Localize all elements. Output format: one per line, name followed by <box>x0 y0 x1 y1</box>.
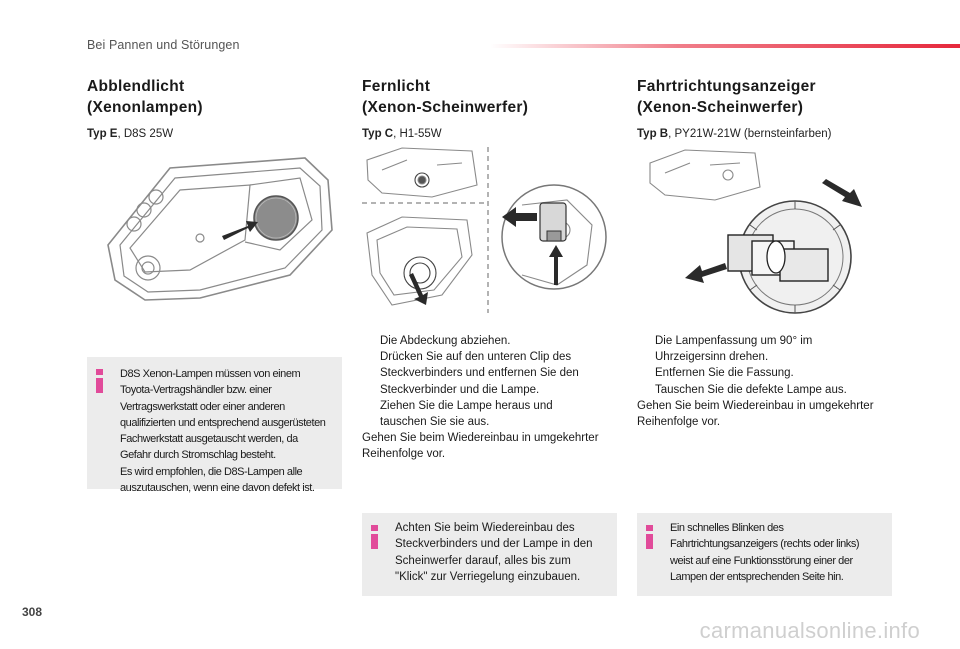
step-item <box>362 398 622 430</box>
reinstall-note <box>637 398 897 430</box>
turn-signal-title-line2: (Xenon-Scheinwerfer) <box>637 99 804 116</box>
low-beam-info-text <box>120 366 334 496</box>
low-beam-info-line: Gefahr durch Stromschlag besteht. <box>120 449 276 462</box>
step-line: Steckverbinder und die Lampe. <box>380 383 540 396</box>
turn-signal-type-label: Typ B <box>637 128 669 140</box>
turn-signal-type <box>637 128 892 140</box>
step-line: Drücken Sie auf den unteren Clip des <box>380 351 572 364</box>
step-item <box>362 349 622 398</box>
low-beam-type-spec: , D8S 25W <box>117 128 174 140</box>
high-beam-type-label: Typ C <box>362 128 394 140</box>
turn-signal-info-line: weist auf eine Funktionsstörung einer der <box>670 554 853 567</box>
high-beam-type-spec: , H1-55W <box>393 128 442 140</box>
step-line: Uhrzeigersinn drehen. <box>655 351 769 364</box>
turn-signal-illustration <box>640 145 880 315</box>
turn-signal-info-line: Ein schnelles Blinken des <box>670 522 784 534</box>
low-beam-info-line: auszutauschen, wenn eine davon defekt ist. <box>120 482 315 495</box>
low-beam-type <box>87 128 342 140</box>
low-beam-title-line1: Abblendlicht <box>87 78 185 95</box>
note-line: Reihenfolge vor. <box>362 448 446 461</box>
watermark: carmanualsonline.info <box>699 618 920 643</box>
column-low-beam <box>87 76 342 140</box>
turn-signal-title-line1: Fahrtrichtungsanzeiger <box>637 78 816 95</box>
step-line: tauschen Sie sie aus. <box>380 416 490 429</box>
high-beam-steps <box>362 333 622 463</box>
high-beam-illustration <box>362 145 617 315</box>
page-number: 308 <box>22 605 43 619</box>
high-beam-info-line: Steckverbinders und der Lampe in den <box>395 538 593 551</box>
low-beam-info-line: Toyota-Vertragshändler bzw. einer <box>120 384 272 397</box>
turn-signal-info-line: Fahrtrichtungsanzeigers (rechts oder links) <box>670 538 860 551</box>
step-item <box>637 333 897 365</box>
high-beam-info-line: Achten Sie beim Wiedereinbau des <box>395 522 575 534</box>
header-accent-bar <box>490 44 960 48</box>
info-icon <box>96 369 104 393</box>
high-beam-info-box <box>362 513 617 596</box>
step-line: Die Lampenfassung um 90° im <box>655 335 813 347</box>
high-beam-info-text <box>395 520 609 586</box>
step-item <box>637 382 897 398</box>
note-line: Gehen Sie beim Wiedereinbau in umgekehrter <box>362 432 599 445</box>
step-line: Ziehen Sie die Lampe heraus und <box>380 399 553 412</box>
step-line: Steckverbinders und entfernen Sie den <box>380 367 579 380</box>
low-beam-info-line: Fachwerkstatt ausgetauscht werden, da <box>120 433 298 446</box>
reinstall-note <box>362 430 622 462</box>
info-icon <box>371 525 379 549</box>
step-item <box>637 365 897 381</box>
turn-signal-info-line: Lampen der entsprechenden Seite hin. <box>670 570 844 583</box>
high-beam-title-line1: Fernlicht <box>362 78 431 95</box>
step-line: Entfernen Sie die Fassung. <box>655 367 794 380</box>
column-high-beam <box>362 76 617 140</box>
high-beam-title-line2: (Xenon-Scheinwerfer) <box>362 99 529 116</box>
note-line: Reihenfolge vor. <box>637 416 721 429</box>
turn-signal-steps <box>637 333 897 430</box>
high-beam-info-line: "Klick" zur Verriegelung einzubauen. <box>395 571 581 584</box>
low-beam-info-line: D8S Xenon-Lampen müssen von einem <box>120 368 301 380</box>
turn-signal-info-box <box>637 513 892 596</box>
column-turn-signal <box>637 76 892 140</box>
low-beam-illustration <box>100 150 335 310</box>
low-beam-info-line: qualifizierten und entsprechend ausgerüsteten <box>120 416 326 429</box>
section-header: Bei Pannen und Störungen <box>87 38 240 52</box>
step-line: Die Abdeckung abziehen. <box>380 335 511 347</box>
low-beam-title-line2: (Xenonlampen) <box>87 99 203 116</box>
low-beam-info-line: Vertragswerkstatt oder einer anderen <box>120 400 285 413</box>
high-beam-info-line: Scheinwerfer darauf, alles bis zum <box>395 554 571 567</box>
step-line: Tauschen Sie die defekte Lampe aus. <box>655 383 847 396</box>
step-item <box>362 333 622 349</box>
low-beam-info-box <box>87 357 342 495</box>
turn-signal-info-text <box>670 520 884 585</box>
low-beam-type-label: Typ E <box>87 128 118 140</box>
turn-signal-type-spec: , PY21W-21W (bernsteinfarben) <box>668 128 832 140</box>
low-beam-info-line: Es wird empfohlen, die D8S-Lampen alle <box>120 465 303 478</box>
high-beam-type <box>362 128 617 140</box>
info-icon <box>646 525 654 549</box>
note-line: Gehen Sie beim Wiedereinbau in umgekehrter <box>637 399 874 412</box>
